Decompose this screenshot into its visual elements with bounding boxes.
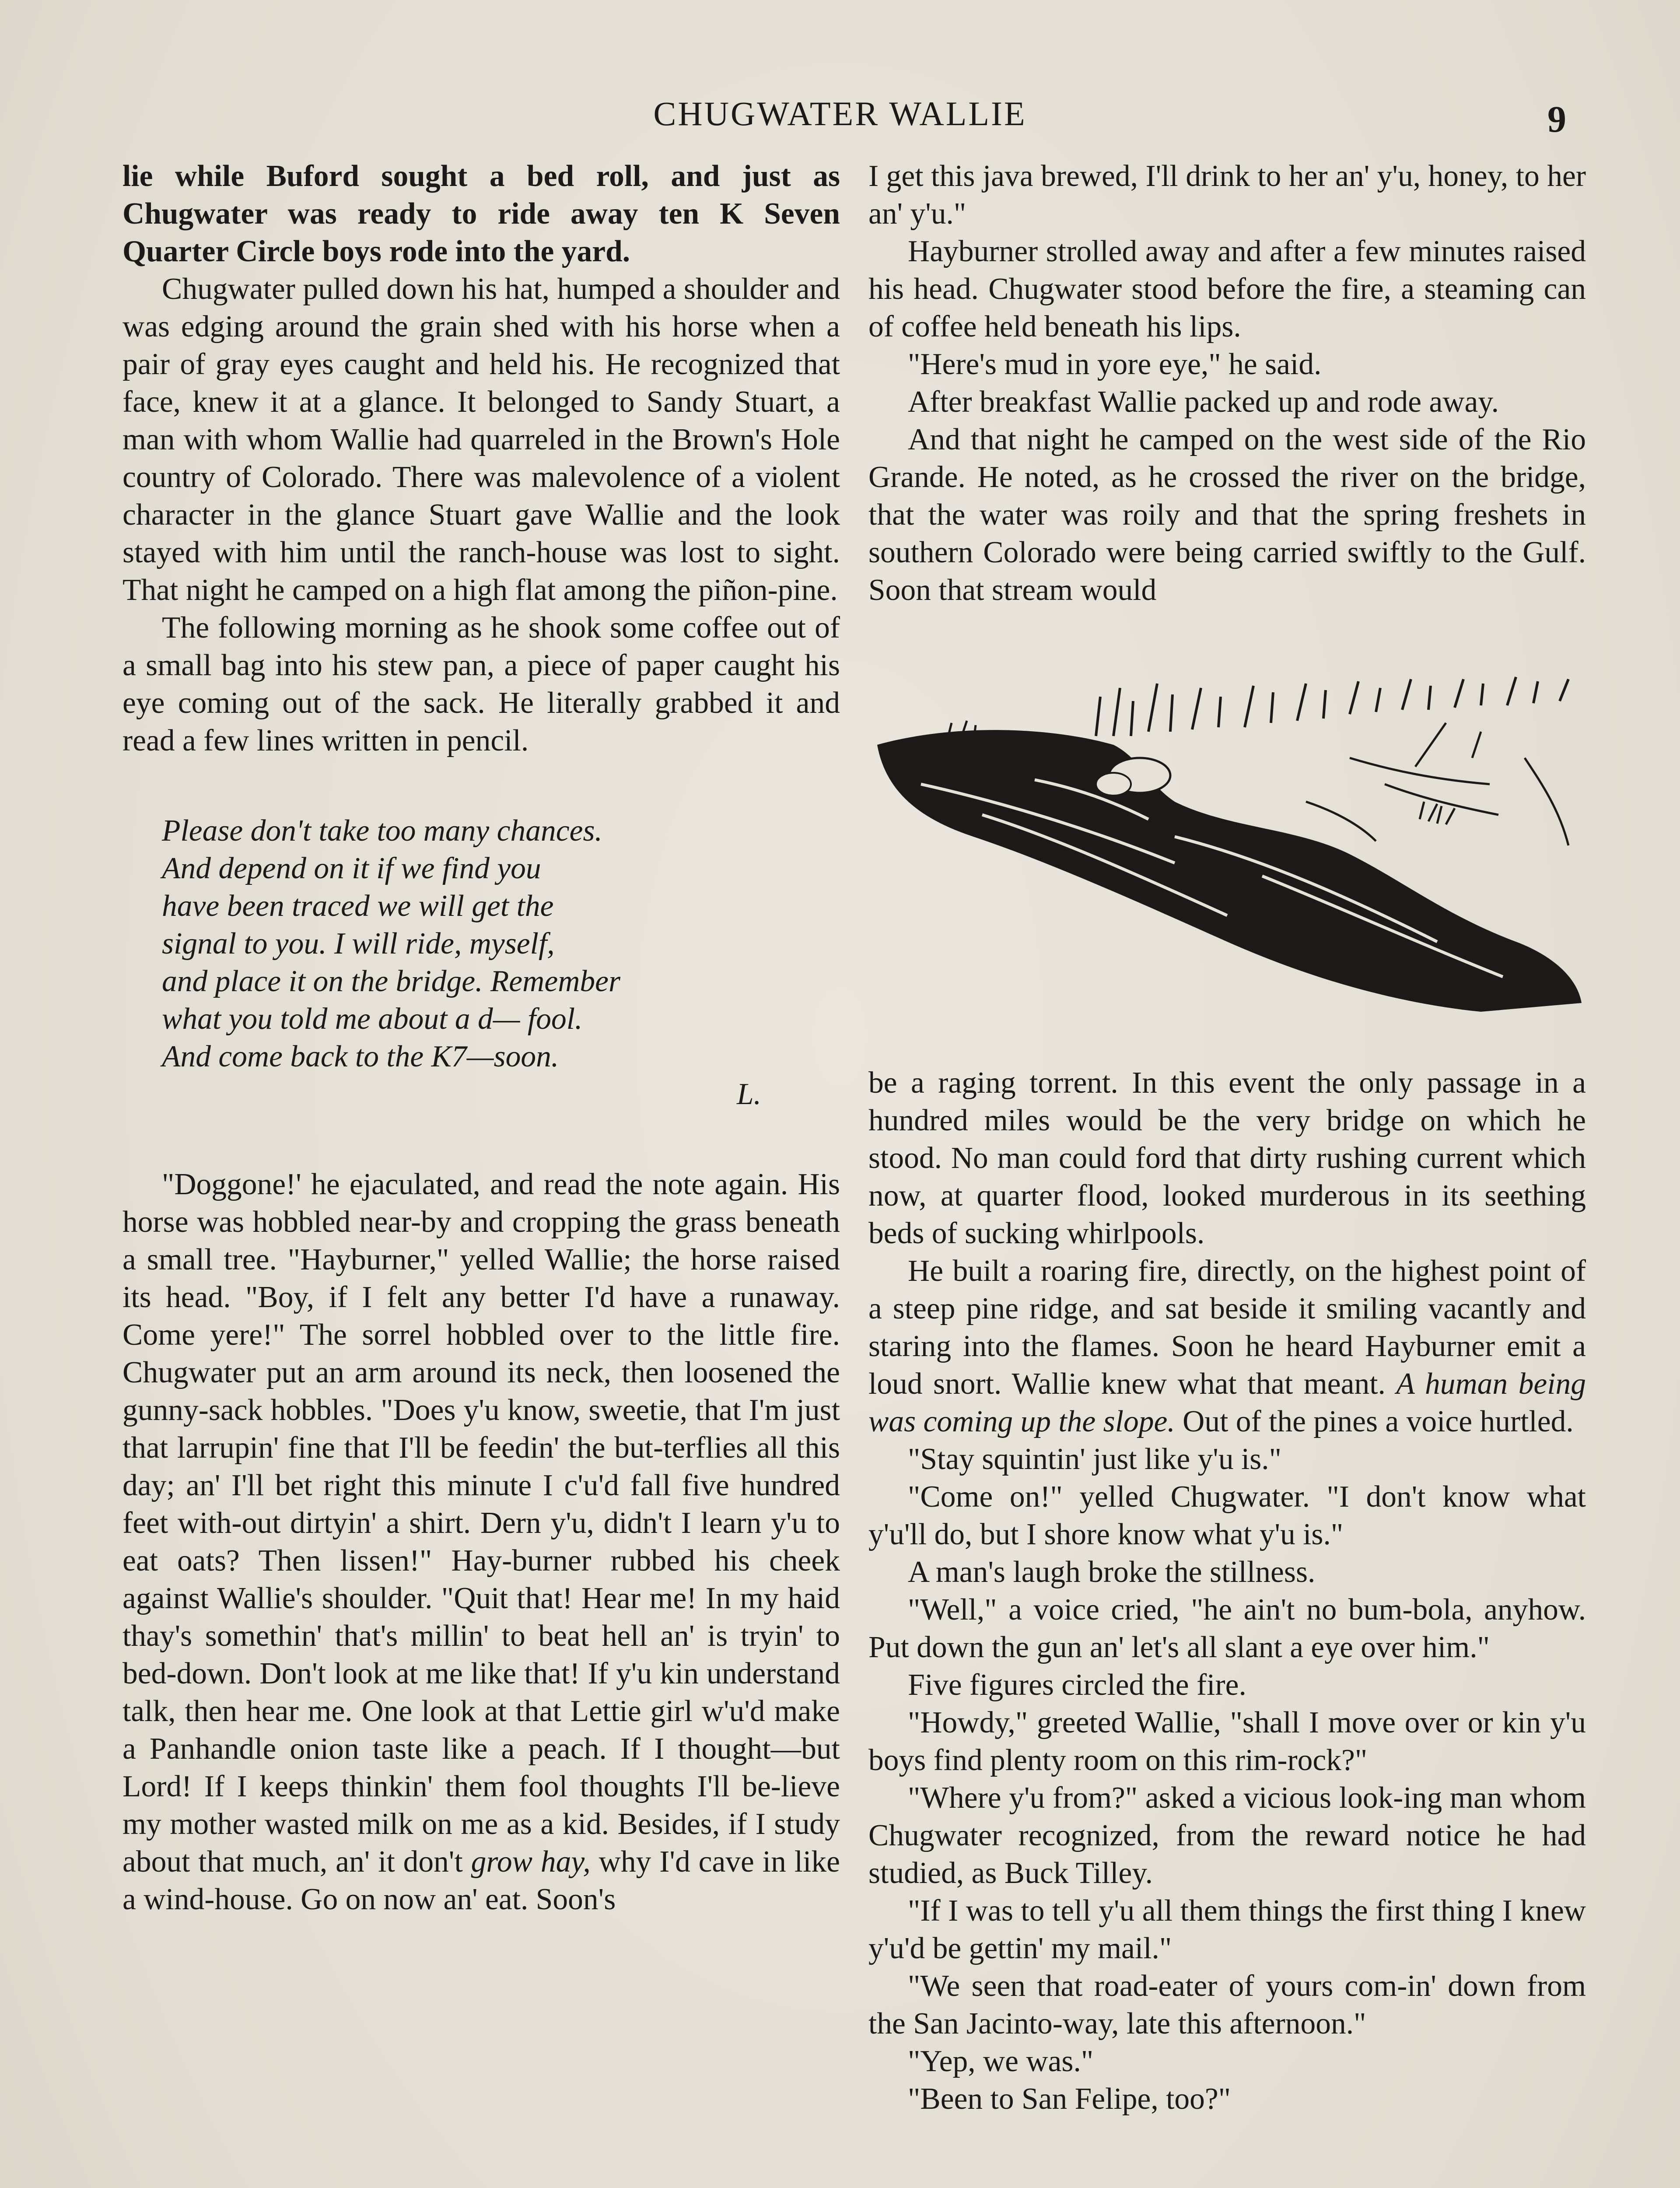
paragraph: Chugwater pulled down his hat, humped a shoulder and was edging around the grain shed with his horse when a pair of gray eyes caught and held his. He recognized that face, knew it at a glance. It belonged to Sandy Stuart, a man with whom Wallie had quarreled in the Brown's Hole country of Colorado. There was malevolence of a violent character in the glance Stuart gave Wallie and the look stayed with him until the ranch-house was lost to sight. That night he camped on a high flat among the piñon-pine. bbox=[122, 272, 840, 607]
right-column bbox=[868, 158, 1586, 2118]
note-line: and place it on the bridge. Remember bbox=[162, 964, 621, 998]
note-line: signal to you. I will ride, myself, bbox=[162, 927, 555, 961]
illustration-drawing bbox=[868, 670, 1586, 1047]
paragraph: After breakfast Wallie packed up and rode away. bbox=[908, 385, 1499, 419]
paragraph-text: Out of the pines a voice hurtled. bbox=[1175, 1405, 1574, 1438]
page-number: 9 bbox=[1547, 98, 1566, 140]
handwritten-note bbox=[162, 812, 788, 1113]
paragraph: "We seen that road-eater of yours com-in' down from the San Jacinto-way, late this afternoon." bbox=[868, 1969, 1586, 2041]
italic-phrase: grow hay, bbox=[471, 1845, 591, 1879]
river-bridge-illustration bbox=[868, 670, 1586, 1047]
paragraph: "Here's mud in yore eye," he said. bbox=[908, 347, 1322, 381]
paragraph-text: "Doggone!' he ejaculated, and read the note again. His horse was hobbled near-by and cropping the grass beneath a small tree. "Hayburner," yelled Wallie; the horse raised its head. "Boy, if I felt any better I'd have a runaway. Come yere!" The sorrel hobbled over to the little fire. Chugwater put an arm around its neck, then loosened the gunny-sack hobbles. "Does y'u know, sweetie, that I'm just that larrupin' fine that I'll be feedin' the but-terflies all this day; an' I'll bet right this minute I c'u'd fall five hundred feet with-out dirtyin' a shirt. Dern y'u, didn't I learn y'u to eat oats? Then lissen!" Hay-burner rubbed his cheek against Wallie's shoulder. "Quit that! Hear me! In my haid thay's somethin' that's millin' to beat hell an' is tryin' to bed-down. Don't look at me like that! If y'u kin understand talk, then hear me. One look at that Lettie girl w'u'd make a Panhandle onion taste like a peach. If I thought—but Lord! If I keeps thinkin' them fool thoughts I'll be-lieve my mother wasted milk on me as a kid. Besides, if I study about that much, an' it don't bbox=[122, 1168, 840, 1879]
note-line: And depend on it if we find you bbox=[162, 852, 541, 885]
paragraph: be a raging torrent. In this event the only passage in a hundred miles would be the very bridge on which he stood. No man could ford that dirty rushing current which now, at quarter flood, looked murderous in its seething beds of sucking whirlpools. bbox=[868, 1066, 1586, 1250]
running-head: CHUGWATER WALLIE bbox=[653, 95, 1027, 133]
paragraph: Hayburner strolled away and after a few minutes raised his head. Chugwater stood before the fire, a steaming can of coffee held beneath his lips. bbox=[868, 235, 1586, 344]
italic-phrase: A human being was coming up the slope. bbox=[868, 1367, 1586, 1438]
paragraph: "If I was to tell y'u all them things the first thing I knew y'u'd be gettin' my mail." bbox=[868, 1894, 1586, 1965]
paragraph: lie while Buford sought a bed roll, and just as Chugwater was ready to ride away ten K Seven Quarter Circle boys rode into the yard. bbox=[122, 159, 840, 268]
paragraph: "Been to San Felipe, too?" bbox=[908, 2082, 1231, 2116]
paragraph: A man's laugh broke the stillness. bbox=[908, 1555, 1316, 1589]
note-signature: L. bbox=[736, 1077, 761, 1111]
left-column bbox=[122, 158, 840, 1918]
paragraph: "Howdy," greeted Wallie, "shall I move over or kin y'u boys find plenty room on this rim-rock?" bbox=[868, 1706, 1586, 1777]
paragraph: I get this java brewed, I'll drink to her an' y'u, honey, to her an' y'u." bbox=[868, 159, 1586, 231]
paragraph bbox=[868, 1252, 1586, 1441]
paragraph: And that night he camped on the west side of the Rio Grande. He noted, as he crossed the river on the bridge, that the water was roily and that the spring freshets in southern Colorado were being carried swiftly to the Gulf. Soon that stream would bbox=[868, 423, 1586, 607]
note-line: have been traced we will get the bbox=[162, 889, 554, 923]
paragraph: Five figures circled the fire. bbox=[908, 1668, 1246, 1702]
note-line: what you told me about a d— fool. bbox=[162, 1002, 583, 1036]
paragraph: "Where y'u from?" asked a vicious look-ing man whom Chugwater recognized, from the reward notice he had studied, as Buck Tilley. bbox=[868, 1781, 1586, 1890]
paragraph bbox=[122, 1166, 840, 1918]
paragraph: The following morning as he shook some coffee out of a small bag into his stew pan, a piece of paper caught his eye coming out of the sack. He literally grabbed it and read a few lines written in pencil. bbox=[122, 611, 840, 757]
note-line: And come back to the K7—soon. bbox=[162, 1040, 559, 1073]
paragraph-text: He built a roaring fire, directly, on the highest point of a steep pine ridge, and sat beside it smiling vacantly and staring into the flames. Soon he heard Hayburner emit a loud snort. Wallie knew what that meant. bbox=[868, 1254, 1586, 1401]
paragraph: "Stay squintin' just like y'u is." bbox=[908, 1442, 1282, 1476]
paragraph: "Well," a voice cried, "he ain't no bum-bola, anyhow. Put down the gun an' let's all slant a eye over him." bbox=[868, 1593, 1586, 1664]
note-line: Please don't take too many chances. bbox=[162, 814, 602, 848]
paragraph: "Yep, we was." bbox=[908, 2044, 1094, 2078]
paragraph-text: why I'd cave in like a wind-house. Go on now an' eat. Soon's bbox=[122, 1845, 840, 1916]
paragraph: "Come on!" yelled Chugwater. "I don't know what y'u'll do, but I shore know what y'u is." bbox=[868, 1480, 1586, 1551]
